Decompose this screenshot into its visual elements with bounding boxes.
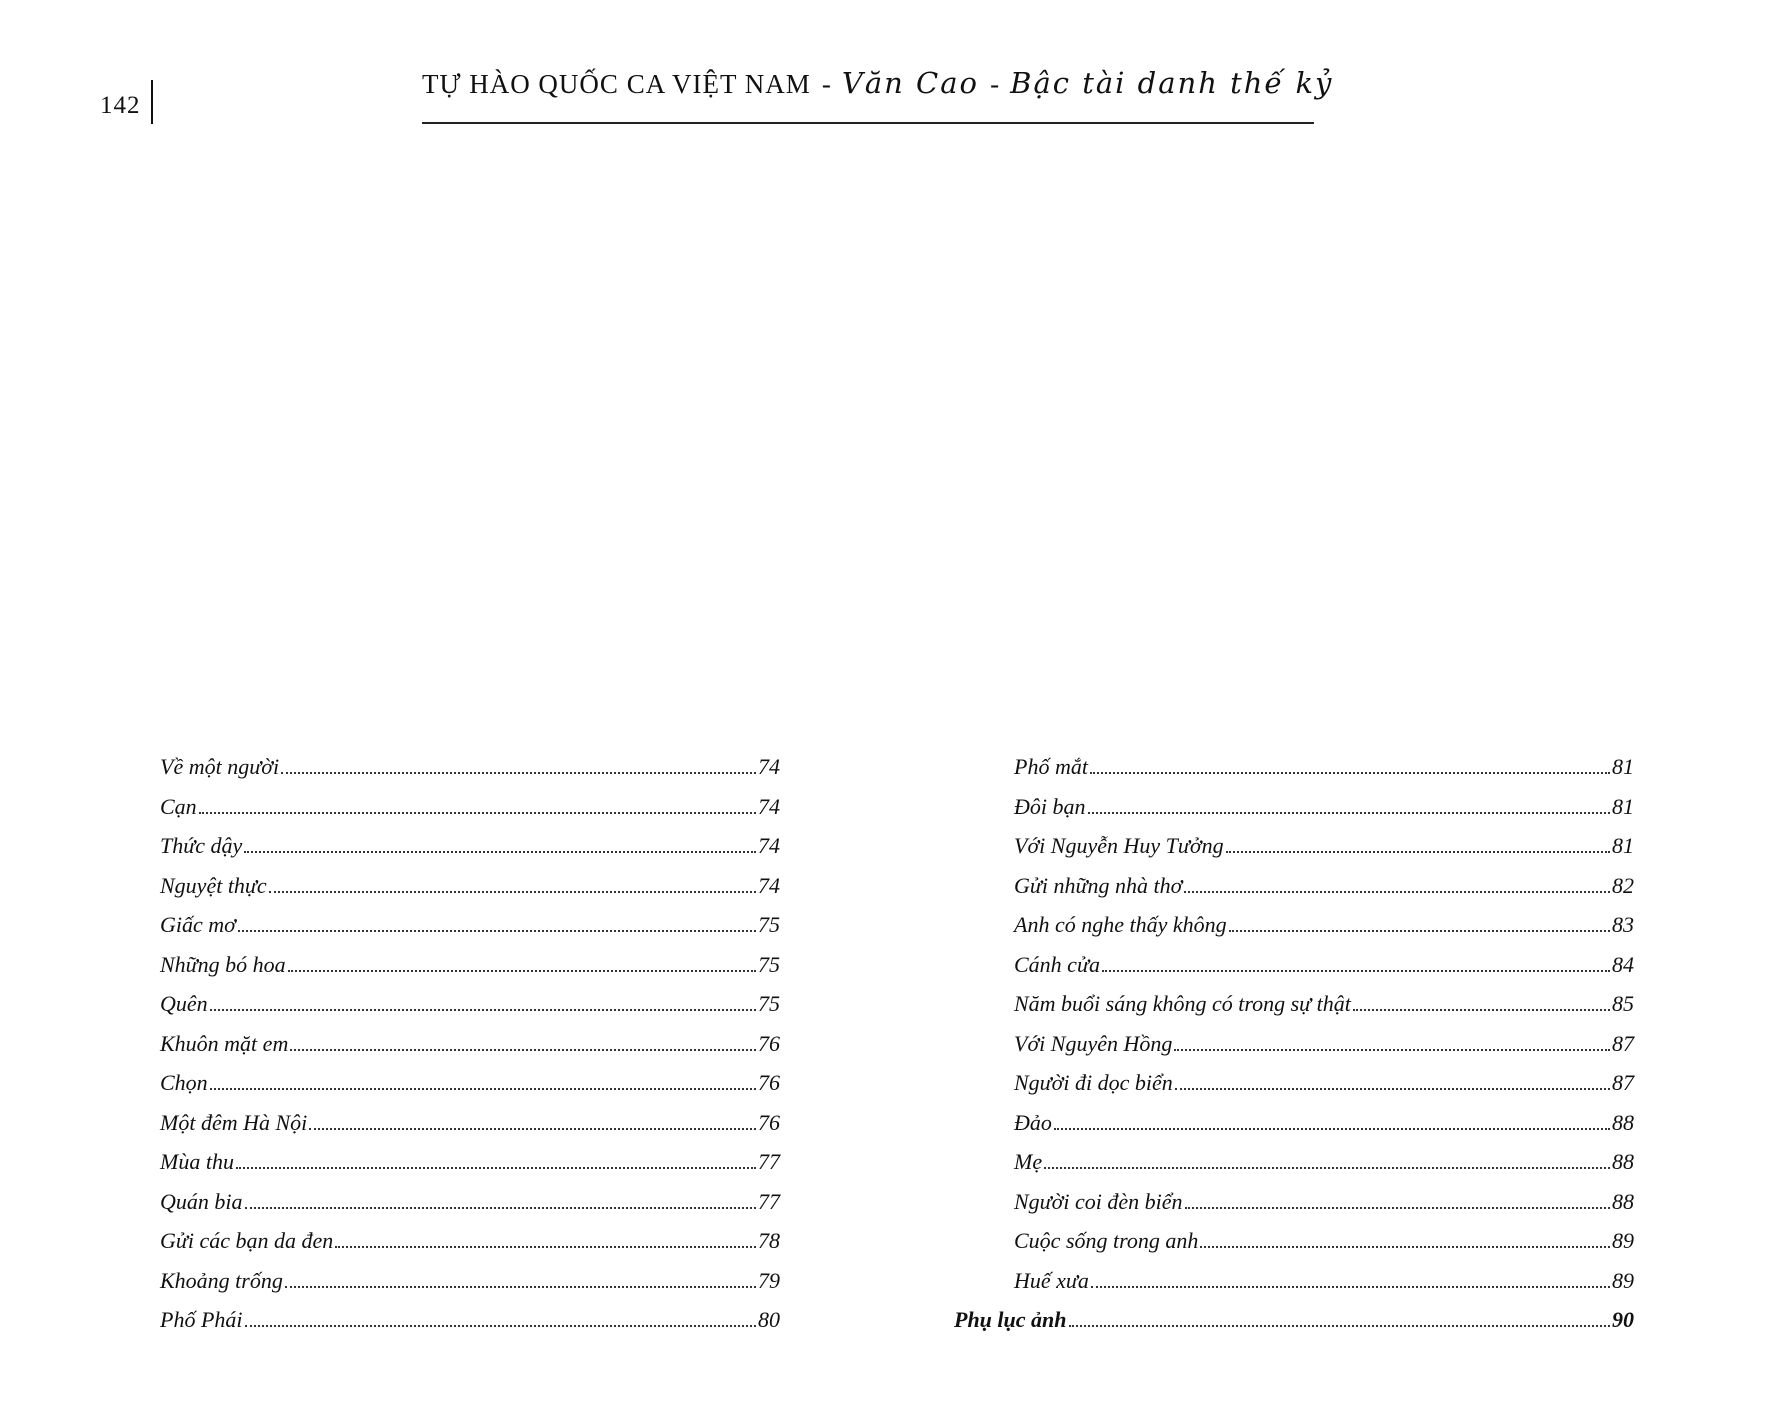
- toc-entry: [160, 1268, 780, 1308]
- toc-entry-page-number: 82: [1612, 872, 1634, 898]
- toc-entry-title: Cạn: [160, 793, 197, 819]
- toc-entry-page-number: 76: [758, 1109, 780, 1135]
- toc-dot-leader: [269, 891, 756, 893]
- toc-entry-title: Người đi dọc biển: [1014, 1070, 1173, 1095]
- running-header: [422, 66, 1334, 124]
- toc-entry: [160, 1228, 780, 1268]
- toc-entry-page-number: 88: [1612, 1149, 1634, 1174]
- toc-entry: [160, 912, 780, 952]
- toc-dot-leader: [245, 1207, 757, 1209]
- toc-entry: [954, 1307, 1634, 1347]
- toc-entry: [160, 1070, 780, 1110]
- toc-entry-title: Năm buổi sáng không có trong sự thật: [1014, 991, 1351, 1016]
- toc-entry-page-number: 75: [758, 912, 780, 937]
- page-number: 142: [100, 92, 141, 119]
- toc-dot-leader: [236, 1167, 756, 1169]
- toc-dot-leader: [1091, 1286, 1610, 1288]
- toc-entry-page-number: 89: [1612, 1228, 1634, 1253]
- toc-dot-leader: [210, 1088, 756, 1090]
- running-header-author: Văn Cao: [841, 66, 979, 100]
- toc-entry-title: Chọn: [160, 1070, 208, 1095]
- toc-entry-page-number: 75: [758, 951, 780, 977]
- toc-entry-page-number: 76: [758, 1030, 780, 1056]
- toc-dot-leader: [335, 1246, 756, 1248]
- toc-entry-title: Huế xưa: [1014, 1267, 1089, 1293]
- running-header-title: TỰ HÀO QUỐC CA VIỆT NAM: [422, 69, 811, 99]
- toc-entry-page-number: 81: [1612, 833, 1634, 858]
- toc-dot-leader: [1090, 772, 1610, 774]
- toc-dot-leader: [1044, 1167, 1610, 1169]
- toc-entry-title: Mùa thu: [160, 1149, 234, 1174]
- toc-dot-leader: [1054, 1128, 1610, 1130]
- toc-entry: [1014, 991, 1634, 1031]
- toc-dot-leader: [281, 772, 756, 774]
- toc-dot-leader: [288, 970, 756, 972]
- toc-entry: [160, 754, 780, 794]
- toc-dot-leader: [1184, 891, 1610, 893]
- page-number-rule: [151, 80, 153, 124]
- toc-entry: [1014, 1228, 1634, 1268]
- toc-entry-title: Cánh cửa: [1014, 951, 1100, 977]
- toc-entry: [160, 873, 780, 913]
- toc-entry-title: Những bó hoa: [160, 951, 286, 977]
- toc-entry-page-number: 76: [758, 1070, 780, 1095]
- toc-entry: [160, 952, 780, 992]
- toc-dot-leader: [1200, 1246, 1610, 1248]
- toc-entry-title: Đảo: [1014, 1109, 1052, 1135]
- toc-entry-page-number: 80: [758, 1307, 780, 1332]
- toc-entry-title: Quán bia: [160, 1188, 243, 1214]
- toc-dot-leader: [1174, 1049, 1610, 1051]
- toc-entry-page-number: 75: [758, 991, 780, 1016]
- toc-entry-title: Cuộc sống trong anh: [1014, 1228, 1199, 1253]
- toc-entry-title: Về một người: [160, 754, 280, 779]
- toc-entry-title: Người coi đèn biển: [1014, 1188, 1183, 1214]
- toc-entry-page-number: 74: [758, 793, 780, 819]
- toc-entry: [1014, 912, 1634, 952]
- toc-dot-leader: [210, 1009, 756, 1011]
- toc-dot-leader: [238, 930, 756, 932]
- toc-entry: [160, 833, 780, 873]
- toc-entry: [1014, 1189, 1634, 1229]
- toc-entry-title: Với Nguyễn Huy Tưởng: [1014, 833, 1224, 858]
- toc-entry-page-number: 78: [758, 1228, 780, 1253]
- toc-dot-leader: [199, 812, 756, 814]
- toc-entry: [1014, 1110, 1634, 1150]
- toc-entry-page-number: 89: [1612, 1267, 1634, 1293]
- toc-entry: [1014, 1070, 1634, 1110]
- toc-dot-leader: [290, 1049, 756, 1051]
- toc-entry-page-number: 87: [1612, 1070, 1634, 1095]
- toc-entry: [1014, 833, 1634, 873]
- toc-entry-title: Phố Phái: [160, 1307, 243, 1332]
- toc-entry-page-number: 77: [758, 1188, 780, 1214]
- toc-entry-title: Thức dậy: [160, 833, 243, 858]
- toc-dot-leader: [1069, 1325, 1611, 1327]
- toc-right-column: [954, 754, 1634, 1347]
- toc-dot-leader: [1102, 970, 1610, 972]
- toc-entry-title: Đôi bạn: [1014, 793, 1086, 819]
- toc-entry: [1014, 794, 1634, 834]
- toc-entry-page-number: 88: [1612, 1109, 1634, 1135]
- toc-entry: [160, 1307, 780, 1347]
- toc-entry-title: Anh có nghe thấy không: [1014, 912, 1227, 937]
- toc-entry-title: Mẹ: [1014, 1149, 1043, 1174]
- toc-entry-page-number: 90: [1612, 1307, 1634, 1332]
- toc-left-column: [160, 754, 780, 1347]
- toc-entry-page-number: 79: [758, 1267, 780, 1293]
- toc-entry-page-number: 87: [1612, 1030, 1634, 1056]
- toc-dot-leader: [1353, 1009, 1610, 1011]
- toc-entry-title: Một đêm Hà Nội: [160, 1109, 308, 1135]
- running-header-separator: -: [821, 69, 831, 99]
- toc-entry-title: Quên: [160, 991, 208, 1016]
- toc-entry-page-number: 81: [1612, 754, 1634, 779]
- toc-entry-title: Với Nguyên Hồng: [1014, 1030, 1173, 1056]
- toc-entry-title: Khuôn mặt em: [160, 1030, 289, 1056]
- toc-dot-leader: [1229, 930, 1610, 932]
- toc-entry: [1014, 1268, 1634, 1308]
- toc-entry-page-number: 77: [758, 1149, 780, 1174]
- toc-entry: [1014, 1031, 1634, 1071]
- toc-entry-page-number: 85: [1612, 991, 1634, 1016]
- toc-entry-page-number: 84: [1612, 951, 1634, 977]
- toc-entry: [160, 1189, 780, 1229]
- toc-entry: [160, 1031, 780, 1071]
- toc-entry: [1014, 952, 1634, 992]
- toc-dot-leader: [1226, 851, 1610, 853]
- toc-dot-leader: [309, 1128, 756, 1130]
- toc-entry: [1014, 1149, 1634, 1189]
- toc-entry-title: Phố mắt: [1014, 754, 1088, 779]
- toc-entry: [1014, 873, 1634, 913]
- toc-entry-title: Gửi những nhà thơ: [1014, 872, 1183, 898]
- toc-entry: [1014, 754, 1634, 794]
- toc-entry-page-number: 74: [758, 833, 780, 858]
- toc-entry: [160, 794, 780, 834]
- toc-entry-title: Giấc mơ: [160, 912, 236, 937]
- toc-entry-page-number: 74: [758, 754, 780, 779]
- running-header-subtitle: Bậc tài danh thế kỷ: [1010, 66, 1334, 100]
- toc-entry: [160, 1110, 780, 1150]
- toc-dot-leader: [1175, 1088, 1610, 1090]
- toc-entry-page-number: 74: [758, 872, 780, 898]
- toc-entry-title: Khoảng trống: [160, 1267, 283, 1293]
- toc-entry: [160, 1149, 780, 1189]
- toc-dot-leader: [1185, 1207, 1610, 1209]
- toc-entry-title: Nguyệt thực: [160, 872, 267, 898]
- running-header-separator: -: [990, 69, 1000, 99]
- toc-entry-page-number: 88: [1612, 1188, 1634, 1214]
- toc-entry-title: Gửi các bạn da đen: [160, 1228, 334, 1253]
- toc-entry: [160, 991, 780, 1031]
- toc-entry-page-number: 81: [1612, 793, 1634, 819]
- toc-dot-leader: [1088, 812, 1611, 814]
- toc-dot-leader: [285, 1286, 756, 1288]
- toc-dot-leader: [244, 851, 756, 853]
- toc-dot-leader: [245, 1325, 757, 1327]
- toc-entry-title: Phụ lục ảnh: [954, 1307, 1067, 1332]
- toc-entry-page-number: 83: [1612, 912, 1634, 937]
